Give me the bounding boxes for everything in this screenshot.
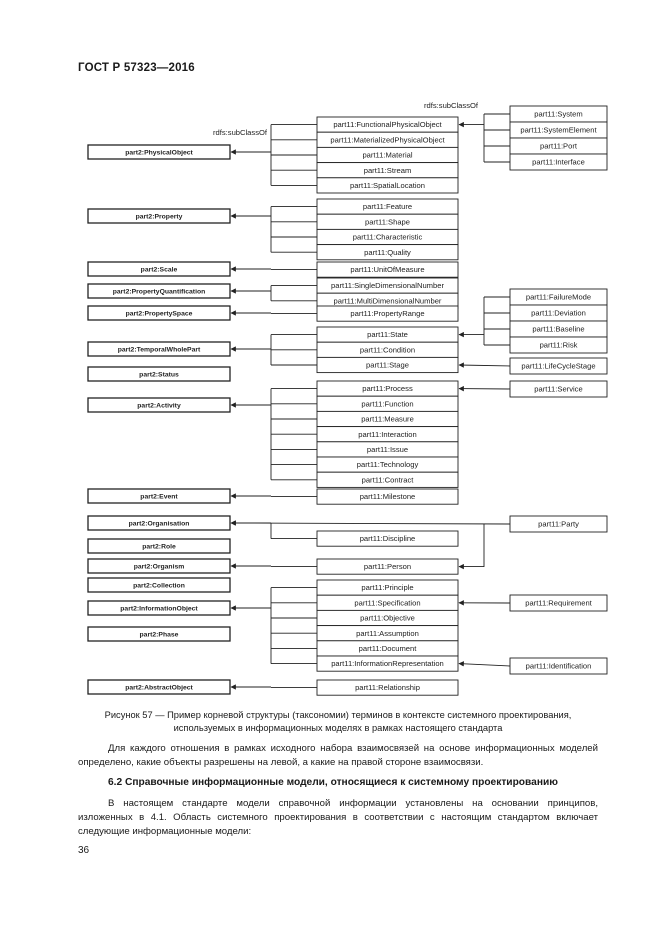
middle-box-part11-milestone [317,489,458,504]
middle-box-part11-contract-label: part11:Contract [361,475,414,485]
middle-box-part11-relationship [317,680,458,695]
left-box-part2-propertyspace [88,306,230,320]
middle-box-part11-state-label: part11:State [367,330,408,340]
middle-box-part11-shape [317,214,458,229]
right-box-part11-requirement [510,595,607,611]
middle-box-part11-issue-label: part11:Issue [366,445,409,454]
middle-box-part11-discipline-label: part11:Discipline [359,534,416,544]
middle-box-part11-state [317,327,458,342]
left-box-part2-propertyquantification-label: part2:PropertyQuantification [112,288,206,296]
left-box-part2-physicalobject [88,145,230,159]
caption-line-2: используемых в информационных моделях в рамках настоящего стандарта [173,722,503,733]
middle-box-part11-quality-label: part11:Quality [364,247,411,257]
middle-box-part11-interaction [317,427,458,442]
middle-box-part11-discipline [317,531,458,546]
middle-box-part11-person-label: part11:Person [363,562,412,572]
left-box-part2-property-label: part2:Property [135,213,183,221]
middle-box-part11-principle-label: part11:Principle [361,583,414,593]
left-box-part2-event-label: part2:Event [140,493,178,501]
middle-box-part11-issue [317,442,458,457]
middle-box-part11-stream [317,163,458,178]
left-box-part2-propertyspace-label: part2:PropertySpace [125,310,193,318]
middle-box-part11-process [317,381,458,396]
middle-box-part11-technology-label: part11:Technology [356,460,419,470]
left-box-part2-collection-label: part2:Collection [133,582,185,590]
middle-box-part11-unitofmeasure-label: part11:UnitOfMeasure [350,265,425,275]
left-box-part2-collection [88,578,230,592]
connector-line [459,664,510,666]
left-box-part2-organism-label: part2:Organism [133,563,185,571]
middle-box-part11-multidimensionalnumber-label: part11:MultiDimensionalNumber [333,296,442,306]
middle-box-part11-unitofmeasure [317,262,458,277]
right-box-part11-deviation [510,305,607,321]
middle-box-part11-shape-label: part11:Shape [364,217,411,227]
middle-box-part11-characteristic-label: part11:Characteristic [352,232,423,242]
left-box-part2-event [88,489,230,503]
right-box-part11-service-label: part11:Service [534,384,583,394]
paragraph-relationships: Для каждого отношения в рамках исходного набора взаимосвязей на основе информационных моделей определено, какие объекты разрешены на левой, а какие на правой стороне взаимосвязи. [78,743,598,768]
right-box-part11-failuremode-label: part11:FailureMode [525,292,592,302]
left-box-part2-activity-label: part2:Activity [137,402,181,410]
middle-box-part11-stream-label: part11:Stream [363,165,412,175]
middle-box-part11-specification-label: part11:Specification [354,598,421,608]
middle-box-part11-document [317,641,458,656]
right-box-part11-party [510,516,607,532]
paragraph-reference-models: В настоящем стандарте модели справочной информации установлены на основании принципов, изложенных в 4.1. Область системного проектирования в соответствии с настоящим стандартом включает следующие информационные модели: [78,798,598,837]
middle-box-part11-objective-label: part11:Objective [360,613,415,623]
right-box-part11-service [510,381,607,397]
middle-box-part11-characteristic [317,229,458,244]
middle-box-part11-relationship-label: part11:Relationship [355,683,420,693]
connector-line [459,365,510,366]
right-box-part11-interface-label: part11:Interface [532,157,585,167]
left-box-part2-organisation [88,516,230,530]
middle-box-part11-measure [317,411,458,426]
middle-box-part11-propertyrange-label: part11:PropertyRange [350,309,425,319]
caption-line-1: Рисунок 57 — Пример корневой структуры (таксономии) терминов в контексте системного проектирования, [104,710,572,720]
left-box-part2-status [88,367,230,381]
middle-box-part11-quality [317,245,458,260]
right-box-part11-risk-label: part11:Risk [539,340,578,350]
right-box-part11-baseline [510,321,607,337]
connector-line [231,523,510,524]
left-box-part2-abstractobject-label: part2:AbstractObject [125,684,193,692]
right-box-part11-systemelement [510,122,607,138]
subclass-label-left: rdfs:subClassOf [213,128,268,137]
middle-box-part11-materializedphysicalobject [317,132,458,147]
middle-box-part11-assumption-label: part11:Assumption [356,628,419,638]
right-box-part11-interface [510,154,607,170]
middle-box-part11-feature [317,199,458,214]
section-title: 6.2 Справочные информационные модели, относящиеся к системному проектированию [108,777,558,788]
left-box-part2-informationobject [88,601,230,615]
middle-box-part11-milestone-label: part11:Milestone [359,492,416,502]
middle-box-part11-specification [317,595,458,610]
middle-box-part11-condition-label: part11:Condition [359,345,416,355]
right-box-part11-port-label: part11:Port [539,141,578,151]
left-box-part2-physicalobject-label: part2:PhysicalObject [125,149,193,157]
subclass-label-right: rdfs:subClassOf [424,101,479,110]
right-box-part11-deviation-label: part11:Deviation [531,308,586,318]
middle-box-part11-technology [317,457,458,472]
right-box-part11-systemelement-label: part11:SystemElement [520,125,597,135]
left-box-part2-activity [88,398,230,412]
right-box-part11-system-label: part11:System [534,109,583,119]
left-box-part2-propertyquantification [88,284,230,298]
right-box-part11-lifecyclestage-label: part11:LifeCycleStage [521,361,596,371]
middle-box-part11-condition [317,342,458,357]
middle-box-part11-propertyrange [317,306,458,321]
left-box-part2-scale [88,262,230,276]
middle-box-part11-stage [317,357,458,372]
right-box-part11-baseline-label: part11:Baseline [532,324,585,334]
middle-box-part11-singledimensionalnumber [317,278,458,293]
middle-box-part11-informationrepresentation [317,656,458,671]
middle-box-part11-principle [317,580,458,595]
middle-box-part11-function-label: part11:Function [361,399,414,409]
middle-box-part11-stage-label: part11:Stage [366,360,409,370]
left-box-part2-informationobject-label: part2:InformationObject [120,605,198,613]
middle-box-part11-measure-label: part11:Measure [361,414,414,424]
left-box-part2-phase-label: part2:Phase [139,631,179,639]
middle-box-part11-document-label: part11:Document [358,644,417,653]
middle-box-part11-function [317,396,458,411]
left-box-part2-temporalwholepart [88,342,230,356]
left-box-part2-scale-label: part2:Scale [140,266,178,274]
middle-box-part11-spatiallocation-label: part11:SpatialLocation [349,181,426,190]
right-box-part11-identification-label: part11:Identification [525,661,592,671]
middle-box-part11-spatiallocation [317,178,458,193]
left-box-part2-phase [88,627,230,641]
right-box-part11-requirement-label: part11:Requirement [525,598,592,608]
right-box-part11-system [510,106,607,122]
middle-box-part11-person [317,559,458,574]
middle-box-part11-informationrepresentation-label: part11:InformationRepresentation [331,659,444,669]
left-box-part2-organisation-label: part2:Organisation [128,520,190,528]
right-box-part11-party-label: part11:Party [538,519,579,529]
document-header: ГОСТ Р 57323—2016 [78,62,195,74]
page-number: 36 [78,845,90,856]
right-box-part11-lifecyclestage [510,358,607,374]
left-box-part2-organism [88,559,230,573]
middle-box-part11-feature-label: part11:Feature [362,202,413,212]
middle-box-part11-contract [317,472,458,487]
right-box-part11-risk [510,337,607,353]
right-box-part11-failuremode [510,289,607,305]
middle-box-part11-objective [317,610,458,625]
middle-box-part11-material [317,147,458,162]
connector-line [459,524,484,567]
middle-box-part11-material-label: part11:Material [362,150,413,160]
left-box-part2-property [88,209,230,223]
left-box-part2-role-label: part2:Role [142,543,176,551]
middle-box-part11-functionalphysicalobject [317,117,458,132]
middle-box-part11-functionalphysicalobject-label: part11:FunctionalPhysicalObject [333,120,442,130]
middle-box-part11-process-label: part11:Process [362,384,413,394]
left-box-part2-abstractobject [88,680,230,694]
left-box-part2-status-label: part2:Status [139,371,179,379]
figure-caption [78,709,598,734]
left-box-part2-temporalwholepart-label: part2:TemporalWholePart [117,346,201,354]
right-box-part11-port [510,138,607,154]
middle-box-part11-singledimensionalnumber-label: part11:SingleDimensionalNumber [331,281,444,291]
middle-box-part11-interaction-label: part11:Interaction [358,429,417,439]
middle-box-part11-materializedphysicalobject-label: part11:MaterializedPhysicalObject [330,135,445,145]
right-box-part11-identification [510,658,607,674]
left-box-part2-role [88,539,230,553]
middle-box-part11-assumption [317,626,458,641]
